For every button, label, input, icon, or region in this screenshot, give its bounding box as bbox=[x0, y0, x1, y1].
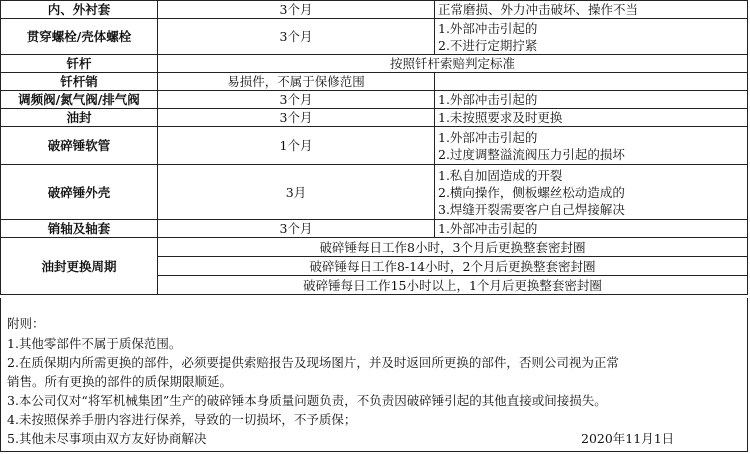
reason-cell bbox=[435, 127, 748, 165]
reason-cell bbox=[435, 165, 748, 220]
reason: 2.不进行定期拧紧 bbox=[438, 37, 538, 53]
cycle-rule: 破碎锤每日工作8-14小时，2个月后更换整套密封圈 bbox=[158, 257, 748, 276]
table-row bbox=[1, 127, 748, 165]
reason: 1.外部冲击引起的 bbox=[438, 20, 538, 36]
part-name: 油封更换周期 bbox=[1, 238, 158, 295]
reason: 1.未按照要求及时更换 bbox=[435, 109, 748, 127]
part-name: 调频阀/氮气阀/排气阀 bbox=[1, 91, 158, 109]
reason: 1.外部冲击引起的 bbox=[435, 91, 748, 109]
warranty-period: 3个月 bbox=[158, 109, 435, 127]
table-row bbox=[1, 19, 748, 55]
cycle-rule: 破碎锤每日工作8小时，3个月后更换整套密封圈 bbox=[158, 238, 748, 257]
reason: 正常磨损、外力冲击破坏、操作不当 bbox=[435, 1, 748, 19]
warranty-period: 3月 bbox=[158, 165, 435, 220]
part-name: 贯穿螺栓/壳体螺栓 bbox=[1, 19, 158, 55]
warranty-period: 3个月 bbox=[158, 91, 435, 109]
note-item: 2.在质保期内所需更换的部件，必须要提供索赔报告及现场图片，并及时返回所更换的部件，否则公司视为正常 bbox=[7, 355, 619, 370]
table-row bbox=[1, 165, 748, 220]
part-name: 油封 bbox=[1, 109, 158, 127]
cycle-rule: 破碎锤每日工作15小时以上，1个月后更换整套密封圈 bbox=[158, 276, 748, 295]
note-item: 销售。所有更换的部件的质保期限顺延。 bbox=[7, 374, 233, 389]
reason: 1.外部冲击引起的 bbox=[438, 129, 538, 145]
note-item: 4.未按照保养手册内容进行保养，导致的一切损坏，不予质保； bbox=[7, 412, 357, 427]
notes-section bbox=[0, 298, 748, 452]
warranty-period: 3个月 bbox=[158, 19, 435, 55]
table-row bbox=[1, 238, 748, 257]
part-name: 内、外衬套 bbox=[1, 1, 158, 19]
table-row bbox=[1, 109, 748, 127]
table-row bbox=[1, 73, 748, 91]
reason: 2.过度调整溢流阀压力引起的损坏 bbox=[438, 146, 625, 162]
reason: 2.横向操作，侧板螺丝松动造成的 bbox=[438, 184, 625, 200]
note-item: 3.本公司仅对“将军机械集团”生产的破碎锤本身质量问题负责，不负责因破碎锤引起的其他直接或间接损失。 bbox=[7, 393, 607, 408]
part-name: 破碎锤外壳 bbox=[1, 165, 158, 220]
note-date: 2020年11月1日 bbox=[581, 431, 675, 446]
reason-cell bbox=[435, 19, 748, 55]
rule-text: 按照钎杆索赔判定标准 bbox=[158, 55, 748, 73]
rule-text: 易损件，不属于保修范围 bbox=[158, 73, 435, 91]
part-name: 破碎锤软管 bbox=[1, 127, 158, 165]
notes-title: 附则： bbox=[7, 316, 45, 331]
reason: 3.焊缝开裂需要客户自己焊接解决 bbox=[438, 201, 625, 217]
part-name: 钎杆销 bbox=[1, 73, 158, 91]
note-item: 5.其他未尽事项由双方友好协商解决 bbox=[7, 431, 207, 446]
note-item: 1.其他零部件不属于质保范围。 bbox=[7, 336, 182, 351]
table-row bbox=[1, 220, 748, 238]
warranty-period: 1个月 bbox=[158, 127, 435, 165]
reason: 1.私自加固造成的开裂 bbox=[438, 167, 563, 183]
reason: 1.外部冲击引起的 bbox=[435, 220, 748, 238]
part-name: 钎杆 bbox=[1, 55, 158, 73]
warranty-period: 3个月 bbox=[158, 220, 435, 238]
table-row bbox=[1, 91, 748, 109]
table-row bbox=[1, 1, 748, 19]
part-name: 销轴及轴套 bbox=[1, 220, 158, 238]
table-row bbox=[1, 55, 748, 73]
warranty-period: 3个月 bbox=[158, 1, 435, 19]
